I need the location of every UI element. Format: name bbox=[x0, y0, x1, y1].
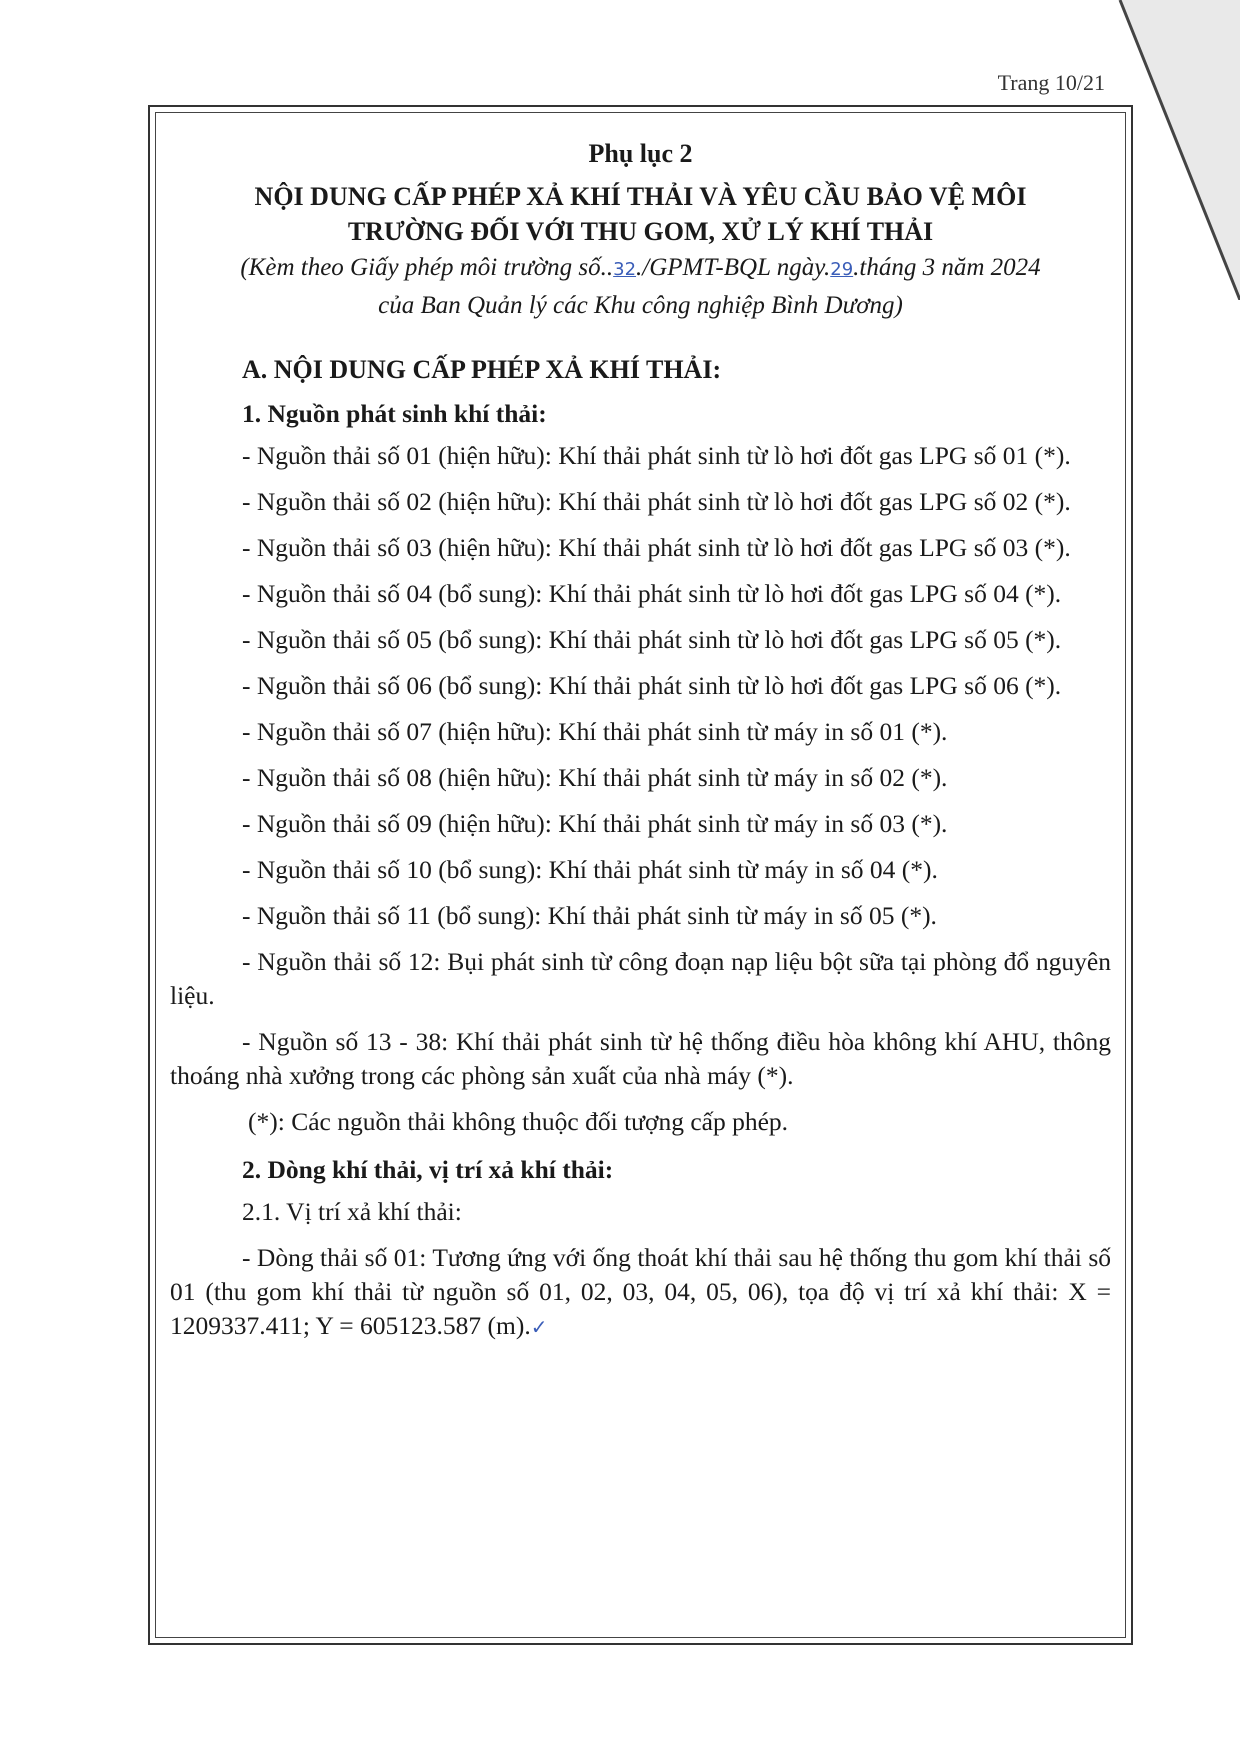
source-item: - Nguồn thải số 06 (bổ sung): Khí thải phát sinh từ lò hơi đốt gas LPG số 06 (*). bbox=[242, 671, 1062, 700]
page-number: Trang 10/21 bbox=[997, 70, 1105, 95]
source-item: - Nguồn thải số 11 (bổ sung): Khí thải phát sinh từ máy in số 05 (*). bbox=[242, 901, 937, 930]
document-title-line-2: TRƯỜNG ĐỐI VỚI THU GOM, XỬ LÝ KHÍ THẢI bbox=[347, 217, 934, 246]
source-item: - Nguồn thải số 10 (bổ sung): Khí thải phát sinh từ máy in số 04 (*). bbox=[242, 855, 938, 884]
exemption-note: (*): Các nguồn thải không thuộc đối tượng cấp phép. bbox=[248, 1107, 789, 1136]
subsection-1-title: 1. Nguồn phát sinh khí thải: bbox=[242, 399, 547, 428]
subsection-2-title: 2. Dòng khí thải, vị trí xả khí thải: bbox=[242, 1155, 614, 1184]
source-item: - Nguồn thải số 01 (hiện hữu): Khí thải phát sinh từ lò hơi đốt gas LPG số 01 (*). bbox=[242, 441, 1071, 470]
document-frame bbox=[148, 105, 1133, 1645]
source-item: - Nguồn thải số 12: Bụi phát sinh từ công đoạn nạp liệu bột sữa tại phòng đổ nguyên liệu. bbox=[170, 947, 1111, 1010]
subsection-2-1-title: 2.1. Vị trí xả khí thải: bbox=[242, 1197, 462, 1226]
attach-part-1: (Kèm theo Giấy phép môi trường số.. bbox=[240, 254, 614, 281]
attachment-reference-line-2: của Ban Quản lý các Khu công nghiệp Bình Dương) bbox=[378, 292, 903, 319]
handwritten-permit-day: 29 bbox=[830, 259, 854, 280]
appendix-label: Phụ lục 2 bbox=[588, 139, 693, 168]
document-content bbox=[170, 129, 1111, 1356]
document-title-line-1: NỘI DUNG CẤP PHÉP XẢ KHÍ THẢI VÀ YÊU CẦU BẢO VỆ MÔI bbox=[254, 182, 1027, 211]
source-item: - Nguồn số 13 - 38: Khí thải phát sinh từ hệ thống điều hòa không khí AHU, thông thoáng nhà xưởng trong các phòng sản xuất của nhà máy (*). bbox=[170, 1027, 1111, 1090]
stream-1-text: - Dòng thải số 01: Tương ứng với ống thoát khí thải sau hệ thống thu gom khí thải số 01 (thu gom khí thải từ nguồn số 01, 02, 03, 04, 05, 06), tọa độ vị trí xả khí thải: X = 1209337.411; Y = 605123.587 (m). bbox=[170, 1243, 1111, 1340]
attach-part-2: ./GPMT-BQL ngày. bbox=[636, 254, 831, 281]
source-item: - Nguồn thải số 05 (bổ sung): Khí thải phát sinh từ lò hơi đốt gas LPG số 05 (*). bbox=[242, 625, 1062, 654]
attachment-reference bbox=[170, 251, 1111, 287]
source-item: - Nguồn thải số 08 (hiện hữu): Khí thải phát sinh từ máy in số 02 (*). bbox=[242, 763, 948, 792]
source-item: - Nguồn thải số 04 (bổ sung): Khí thải phát sinh từ lò hơi đốt gas LPG số 04 (*). bbox=[242, 579, 1062, 608]
handwritten-check-icon: ✓ bbox=[530, 1315, 548, 1339]
section-a-title: A. NỘI DUNG CẤP PHÉP XẢ KHÍ THẢI: bbox=[242, 355, 722, 384]
source-item: - Nguồn thải số 09 (hiện hữu): Khí thải phát sinh từ máy in số 03 (*). bbox=[242, 809, 948, 838]
handwritten-permit-number: 32 bbox=[613, 259, 637, 280]
source-item: - Nguồn thải số 07 (hiện hữu): Khí thải phát sinh từ máy in số 01 (*). bbox=[242, 717, 948, 746]
stream-1-description bbox=[170, 1241, 1111, 1344]
attach-part-3: .tháng 3 năm 2024 bbox=[853, 254, 1041, 281]
source-item: - Nguồn thải số 03 (hiện hữu): Khí thải phát sinh từ lò hơi đốt gas LPG số 03 (*). bbox=[242, 533, 1071, 562]
source-item: - Nguồn thải số 02 (hiện hữu): Khí thải phát sinh từ lò hơi đốt gas LPG số 02 (*). bbox=[242, 487, 1071, 516]
